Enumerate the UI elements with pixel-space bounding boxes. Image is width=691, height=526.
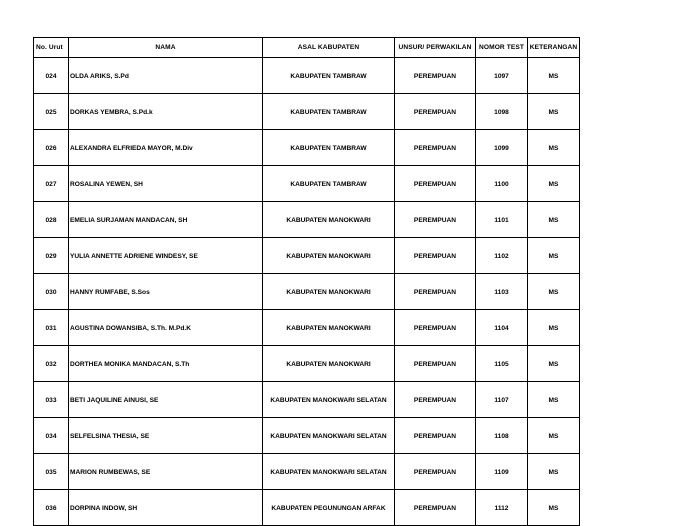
cell-asal-kabupaten: KABUPATEN MANOKWARI SELATAN xyxy=(263,454,395,490)
cell-nomor-test: 1098 xyxy=(476,94,528,130)
cell-keterangan: MS xyxy=(528,418,580,454)
cell-no-urut: 035 xyxy=(34,454,69,490)
cell-nama: DORTHEA MONIKA MANDACAN, S.Th xyxy=(69,346,263,382)
cell-nomor-test: 1105 xyxy=(476,346,528,382)
cell-no-urut: 032 xyxy=(34,346,69,382)
cell-no-urut: 030 xyxy=(34,274,69,310)
table-row xyxy=(34,382,580,418)
cell-nama: SELFELSINA THESIA, SE xyxy=(69,418,263,454)
table-row xyxy=(34,418,580,454)
cell-keterangan: MS xyxy=(528,166,580,202)
cell-asal-kabupaten: KABUPATEN TAMBRAW xyxy=(263,130,395,166)
header-no-urut: No. Urut xyxy=(34,38,69,58)
table-row xyxy=(34,454,580,490)
table-row xyxy=(34,202,580,238)
cell-keterangan: MS xyxy=(528,94,580,130)
cell-keterangan: MS xyxy=(528,382,580,418)
cell-nama: MARION RUMBEWAS, SE xyxy=(69,454,263,490)
header-nomor-test: NOMOR TEST xyxy=(476,38,528,58)
cell-keterangan: MS xyxy=(528,454,580,490)
cell-asal-kabupaten: KABUPATEN MANOKWARI xyxy=(263,274,395,310)
cell-unsur-perwakilan: PEREMPUAN xyxy=(395,58,476,94)
header-asal-kabupaten: ASAL KABUPATEN xyxy=(263,38,395,58)
cell-asal-kabupaten: KABUPATEN MANOKWARI xyxy=(263,346,395,382)
table-row xyxy=(34,166,580,202)
table-row xyxy=(34,310,580,346)
table-body xyxy=(34,58,580,526)
cell-keterangan: MS xyxy=(528,274,580,310)
cell-unsur-perwakilan: PEREMPUAN xyxy=(395,346,476,382)
table-row xyxy=(34,58,580,94)
cell-nomor-test: 1107 xyxy=(476,382,528,418)
cell-no-urut: 027 xyxy=(34,166,69,202)
cell-nomor-test: 1101 xyxy=(476,202,528,238)
cell-nomor-test: 1112 xyxy=(476,490,528,526)
cell-nama: YULIA ANNETTE ADRIENE WINDESY, SE xyxy=(69,238,263,274)
header-row xyxy=(34,38,580,58)
header-keterangan: KETERANGAN xyxy=(528,38,580,58)
cell-no-urut: 033 xyxy=(34,382,69,418)
cell-nomor-test: 1109 xyxy=(476,454,528,490)
cell-no-urut: 028 xyxy=(34,202,69,238)
cell-no-urut: 036 xyxy=(34,490,69,526)
cell-nama: HANNY RUMFABE, S.Sos xyxy=(69,274,263,310)
cell-nama: DORPINA INDOW, SH xyxy=(69,490,263,526)
header-nama: NAMA xyxy=(69,38,263,58)
cell-no-urut: 024 xyxy=(34,58,69,94)
cell-unsur-perwakilan: PEREMPUAN xyxy=(395,454,476,490)
cell-asal-kabupaten: KABUPATEN MANOKWARI xyxy=(263,238,395,274)
cell-unsur-perwakilan: PEREMPUAN xyxy=(395,382,476,418)
cell-unsur-perwakilan: PEREMPUAN xyxy=(395,490,476,526)
cell-nomor-test: 1108 xyxy=(476,418,528,454)
cell-no-urut: 026 xyxy=(34,130,69,166)
cell-asal-kabupaten: KABUPATEN MANOKWARI xyxy=(263,310,395,346)
cell-nama: ROSALINA YEWEN, SH xyxy=(69,166,263,202)
cell-nama: DORKAS YEMBRA, S.Pd.k xyxy=(69,94,263,130)
spreadsheet-page xyxy=(33,37,579,526)
table-row xyxy=(34,238,580,274)
cell-nomor-test: 1099 xyxy=(476,130,528,166)
header-unsur-perwakilan: UNSUR/ PERWAKILAN xyxy=(395,38,476,58)
candidate-table xyxy=(33,37,580,526)
cell-nama: OLDA ARIKS, S.Pd xyxy=(69,58,263,94)
cell-no-urut: 031 xyxy=(34,310,69,346)
cell-asal-kabupaten: KABUPATEN PEGUNUNGAN ARFAK xyxy=(263,490,395,526)
cell-asal-kabupaten: KABUPATEN TAMBRAW xyxy=(263,58,395,94)
cell-nomor-test: 1103 xyxy=(476,274,528,310)
cell-asal-kabupaten: KABUPATEN MANOKWARI xyxy=(263,202,395,238)
table-row xyxy=(34,346,580,382)
cell-keterangan: MS xyxy=(528,346,580,382)
table-row xyxy=(34,130,580,166)
cell-asal-kabupaten: KABUPATEN TAMBRAW xyxy=(263,166,395,202)
cell-nomor-test: 1100 xyxy=(476,166,528,202)
table-row xyxy=(34,490,580,526)
cell-keterangan: MS xyxy=(528,58,580,94)
cell-unsur-perwakilan: PEREMPUAN xyxy=(395,238,476,274)
cell-keterangan: MS xyxy=(528,238,580,274)
table-row xyxy=(34,94,580,130)
cell-unsur-perwakilan: PEREMPUAN xyxy=(395,94,476,130)
cell-no-urut: 034 xyxy=(34,418,69,454)
cell-keterangan: MS xyxy=(528,202,580,238)
cell-unsur-perwakilan: PEREMPUAN xyxy=(395,274,476,310)
cell-no-urut: 029 xyxy=(34,238,69,274)
cell-asal-kabupaten: KABUPATEN MANOKWARI SELATAN xyxy=(263,418,395,454)
cell-asal-kabupaten: KABUPATEN MANOKWARI SELATAN xyxy=(263,382,395,418)
cell-unsur-perwakilan: PEREMPUAN xyxy=(395,202,476,238)
cell-nama: ALEXANDRA ELFRIEDA MAYOR, M.Div xyxy=(69,130,263,166)
cell-keterangan: MS xyxy=(528,130,580,166)
cell-unsur-perwakilan: PEREMPUAN xyxy=(395,418,476,454)
cell-asal-kabupaten: KABUPATEN TAMBRAW xyxy=(263,94,395,130)
cell-keterangan: MS xyxy=(528,310,580,346)
cell-nama: EMELIA SURJAMAN MANDACAN, SH xyxy=(69,202,263,238)
cell-unsur-perwakilan: PEREMPUAN xyxy=(395,166,476,202)
cell-unsur-perwakilan: PEREMPUAN xyxy=(395,130,476,166)
cell-unsur-perwakilan: PEREMPUAN xyxy=(395,310,476,346)
cell-nomor-test: 1102 xyxy=(476,238,528,274)
cell-keterangan: MS xyxy=(528,490,580,526)
table-row xyxy=(34,274,580,310)
cell-nomor-test: 1097 xyxy=(476,58,528,94)
cell-nama: BETI JAQUILINE AINUSI, SE xyxy=(69,382,263,418)
cell-nomor-test: 1104 xyxy=(476,310,528,346)
cell-no-urut: 025 xyxy=(34,94,69,130)
table-header xyxy=(34,38,580,58)
cell-nama: AGUSTINA DOWANSIBA, S.Th. M.Pd.K xyxy=(69,310,263,346)
